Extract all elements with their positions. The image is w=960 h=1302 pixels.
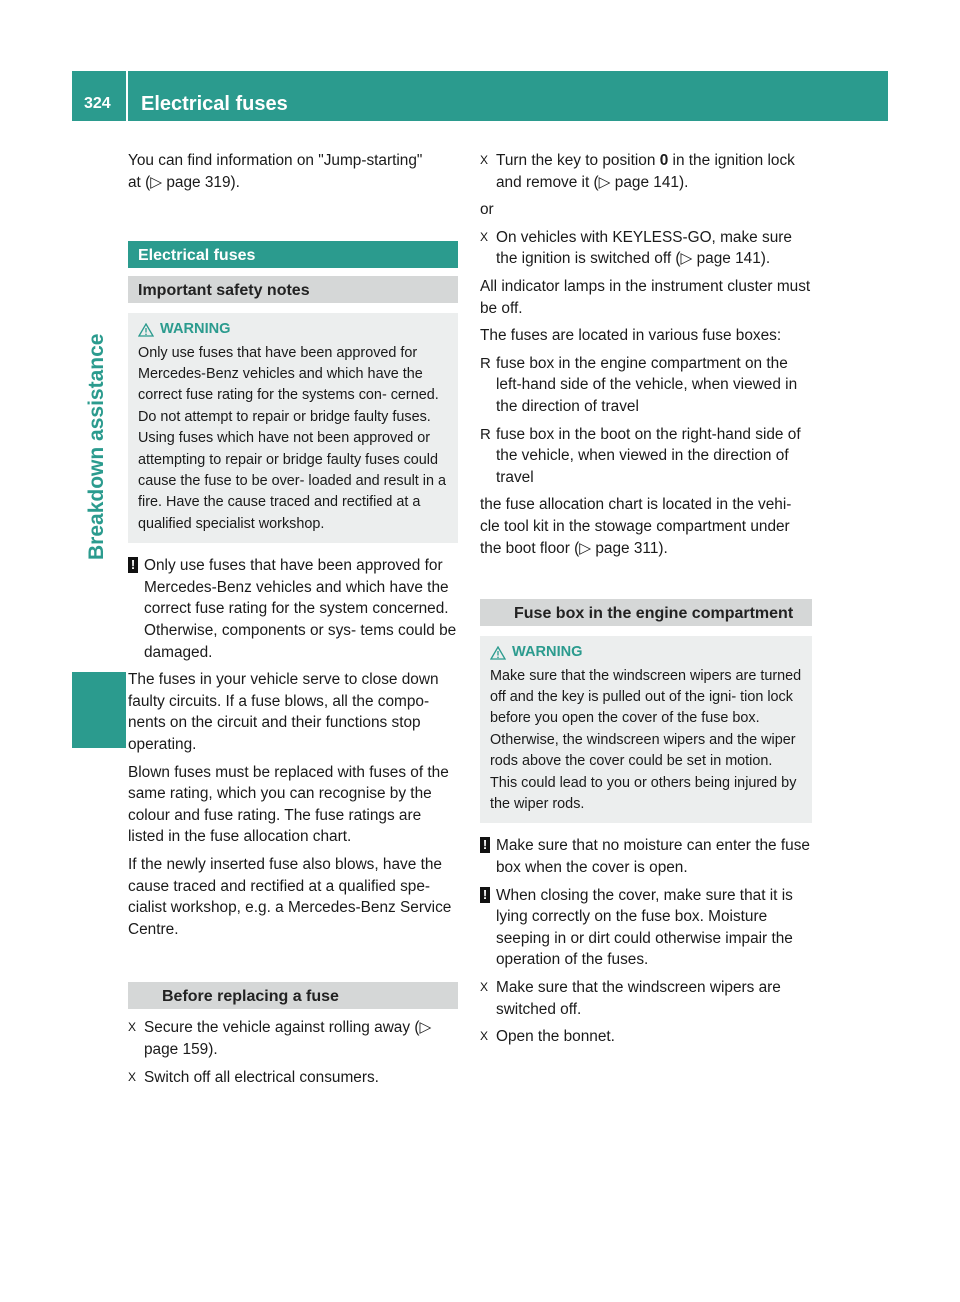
- note-text: When closing the cover, make sure that it is lying correctly on the fuse box. Moisture seeping in or dirt could otherwise impair the operation of the fuses.: [496, 886, 793, 969]
- intro-line: You can find information on "Jump-starting": [128, 152, 423, 169]
- step-item: [128, 1067, 458, 1089]
- header-divider: [126, 71, 128, 121]
- note-item: [480, 835, 812, 878]
- left-column: [128, 150, 458, 1094]
- step-item: [128, 1017, 458, 1060]
- step-text: Secure the vehicle against rolling away (▷ page 159).: [144, 1019, 432, 1058]
- note-text: Make sure that no moisture can enter the fuse box when the cover is open.: [496, 837, 810, 876]
- subheading-before-replacing-a-fuse: Before replacing a fuse: [128, 982, 458, 1009]
- step-arrow-icon: X: [480, 1029, 489, 1044]
- step-text: [496, 152, 795, 191]
- warning-title-text: WARNING: [160, 321, 231, 338]
- subheading-fuse-box-engine-compartment: Fuse box in the engine compartment: [480, 599, 812, 626]
- paragraph: the fuse allocation chart is located in the vehi- cle tool kit in the stowage compartment under the boot floor (▷ page 311).: [480, 496, 792, 557]
- note-icon: !: [480, 887, 490, 903]
- note-icon: !: [128, 557, 138, 573]
- warning-triangle-icon: [138, 323, 154, 337]
- step-item: [480, 1026, 812, 1048]
- step-arrow-icon: X: [128, 1020, 137, 1035]
- warning-title: [138, 319, 448, 340]
- paragraph: Blown fuses must be replaced with fuses of the same rating, which you can recognise by the colour and fuse rating. The fuse ratings are listed in the fuse allocation chart.: [128, 763, 449, 846]
- subheading-important-safety-notes: Important safety notes: [128, 276, 458, 303]
- intro-page-ref: at (▷ page 319).: [128, 173, 240, 191]
- page-number: 324: [84, 95, 111, 112]
- step-text-part: in the ignition lock and remove it (▷ page 141).: [496, 152, 795, 191]
- step-item: [480, 150, 812, 193]
- paragraph: The fuses are located in various fuse boxes:: [480, 327, 782, 345]
- warning-title-text: WARNING: [512, 644, 583, 661]
- step-text: Make sure that the windscreen wipers are switched off.: [496, 978, 781, 1018]
- bullet-text: fuse box in the boot on the right-hand side of the vehicle, when viewed in the direction of travel: [496, 425, 801, 486]
- warning-triangle-icon: [490, 646, 506, 660]
- warning-body: Make sure that the windscreen wipers are turned off and the key is pulled out of the igni- tion lock before you open the cover of the fuse box. Otherwise, the windscreen wipers and the wiper rods above the cover could be set in motion. This could lead to you or others being injured by the wiper rods.: [490, 667, 802, 812]
- note-text: Only use fuses that have been approved for Mercedes-Benz vehicles and which have the correct fuse rating for the system concerned. Otherwise, components or sys- tems could be damaged.: [144, 557, 457, 661]
- or-separator: or: [480, 201, 494, 219]
- paragraph: The fuses in your vehicle serve to close down faulty circuits. If a fuse blows, all the compo- nents on the circuit and their functions stop operating.: [128, 671, 439, 753]
- step-arrow-icon: X: [480, 153, 489, 167]
- warning-title: [490, 642, 802, 663]
- section-heading-electrical-fuses: Electrical fuses: [128, 241, 458, 268]
- step-arrow-icon: X: [480, 229, 489, 244]
- paragraph: If the newly inserted fuse also blows, have the cause traced and rectified at a qualified spe- cialist workshop, e.g. a Mercedes-Benz Service Centre.: [128, 855, 452, 938]
- step-text: Open the bonnet.: [496, 1028, 615, 1046]
- intro-text: [128, 150, 458, 193]
- step-arrow-icon: X: [480, 979, 489, 994]
- page-title: Electrical fuses: [141, 93, 288, 115]
- warning-body: Only use fuses that have been approved for Mercedes-Benz vehicles and which have the correct fuse rating for the systems con- cerned. Do not attempt to repair or bridge faulty fuses. Using fuses which have not been approved or attempting to repair or bridge faulty fuses could cause the fuse to be over- loaded and result in a fire. Have the cause traced and rectified at a qualified specialist workshop.: [138, 344, 447, 532]
- section-tab-label: Breakdown assistance: [85, 333, 108, 560]
- key-position: 0: [659, 152, 669, 169]
- bullet-icon: R: [480, 425, 491, 443]
- paragraph: All indicator lamps in the instrument cluster must be off.: [480, 277, 811, 317]
- step-text-part: Turn the key to position: [496, 152, 660, 169]
- note-item: [480, 885, 812, 971]
- bullet-icon: R: [480, 354, 491, 372]
- bullet-text: fuse box in the engine compartment on the left-hand side of the vehicle, when viewed in the direction of travel: [496, 354, 798, 415]
- step-item: [480, 977, 812, 1020]
- step-text: On vehicles with KEYLESS-GO, make sure the ignition is switched off (▷ page 141).: [496, 228, 792, 268]
- bullet-item: [480, 353, 812, 418]
- note-icon: !: [480, 837, 490, 853]
- step-arrow-icon: X: [128, 1069, 137, 1084]
- bullet-item: [480, 424, 812, 489]
- right-column: [480, 150, 812, 1054]
- step-text: Switch off all electrical consumers.: [144, 1068, 379, 1086]
- warning-box: [128, 313, 458, 543]
- note-item: [128, 555, 458, 663]
- step-item: [480, 227, 812, 270]
- warning-box: [480, 636, 812, 823]
- section-tab-block: [72, 672, 126, 748]
